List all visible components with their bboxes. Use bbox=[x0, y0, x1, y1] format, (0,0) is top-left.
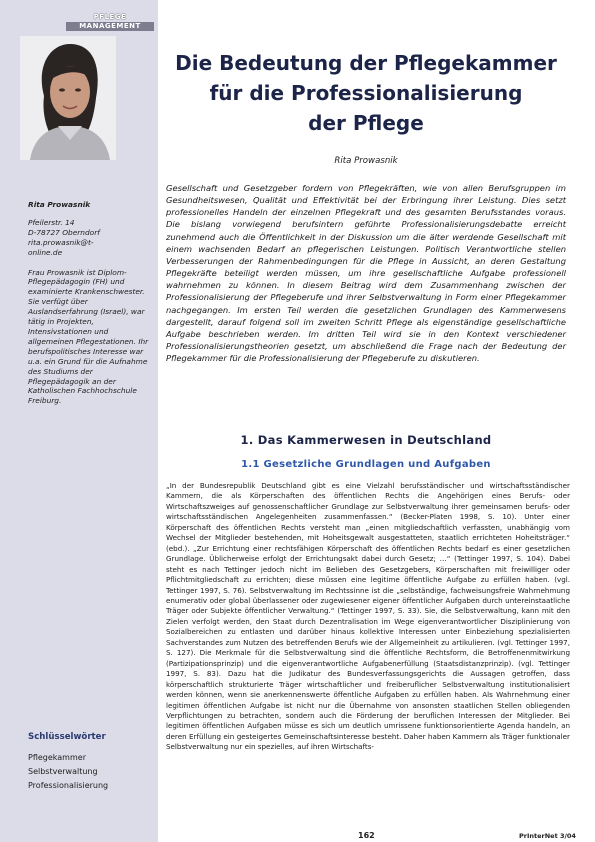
keyword-item: Professionalisierung bbox=[28, 781, 109, 790]
author-bio: Frau Prowasnik ist Diplom-Pflegepädagogin (FH) und examinierte Krankenschwester. Sie verfügt über Auslandserfahrung (Israel), war tätig in Projekten, Intensivstationen und allgemeinen Pflegestationen. Ihr berufspolitisches Interesse war u.a. ein Grund für die Aufnahme des Studiums der Pflegepädagogik an der Katholischen Fachhochschule Freiburg. bbox=[28, 267, 149, 406]
keywords-box bbox=[28, 732, 152, 793]
article-title bbox=[166, 48, 566, 138]
address-email-line-2[interactable]: online.de bbox=[28, 247, 63, 257]
title-line-3: der Pflege bbox=[308, 111, 424, 135]
author-name: Rita Prowasnik bbox=[28, 200, 91, 209]
author-info bbox=[28, 200, 152, 406]
sidebar bbox=[0, 0, 158, 842]
article-body: „In der Bundesrepublik Deutschland gibt es eine Vielzahl berufsständischer und wirtschaftsständischer Kammern, die als Körperschaften des öffentlichen Rechts die Angehörigen eines Berufs- oder Wirtschaftszweiges auf genossenschaftlicher Grundlage zur Selbstverwaltung ihrer gemeinsamen berufs- oder wirtschaftsständischen Angelegenheiten zusammenfassen.“ (Becker-Platen 1998, S. 10). Unter einer Körperschaft des öffentlichen Rechts versteht man „einen mitgliedschaftlich verfassten, unabhängig vom Wechsel der Mitglieder bestehenden, mit Hoheitsgewalt ausgestatteten, staatlich errichteten Hoheitsträger.“ (ebd.). „Zur Errichtung einer rechtsfähigen Körperschaft des öffentlichen Rechts bedarf es einer gesetzlichen Grundlage. Üblicherweise erfolgt der Errichtungsakt dabei durch Gesetz; …“ (Tettinger 1997, S. 104). Dabei steht es nach Tettinger jedoch nicht im Belieben des Gesetzgebers, Körperschaften mit freiwilliger oder Pflichtmitgliedschaft zu errichten; diese müssen eine legitime öffentliche Aufgabe zu erfüllen haben. (vgl. Tettinger 1997, S. 76). Selbstverwaltung im Rechtssinne ist die „selbständige, fachweisungsfreie Wahrnehmung enumerativ oder global überlassener oder zugewiesener eigener öffentlicher Aufgaben durch untereinstaatliche Träger oder Subjekte öffentlicher Verwaltung.“ (Tettinger 1997, S. 33). Sie, die Selbstverwaltung, kann mit den Zielen verfolgt werden, den Staat durch Dezentralisation im Wege eigenverantwortlicher Disziplinierung von Sozialbereichen zu entlasten und darüber hinaus kollektive Interessen unter Einbeziehung spezialisierten Sachverstandes zum Nutzen des betreffenden Berufs wie der Allgemeinheit zu artikulieren. (vgl. Tettinger 1997, S. 127). Die Merkmale für die Selbstverwaltung sind die öffentliche Rechtsform, die Betroffenenmitwirkung (Partizipationsprinzip) und die eigenverantwortliche Aufgabenerfüllung (Staatsdistanzprinzip). (vgl. Tettinger 1997, S. 83). Dazu hat die Judikatur des Bundesverfassungsgerichts die Aussagen getroffen, dass körperschaftlich strukturierte Träger wirtschaftlicher und freiberuflicher Selbstverwaltung institutionalisiert werden können, wenn sie anerkennenswerte öffentliche Aufgaben zu erfüllen haben. Als Wahrnehmung einer legitimen öffentlichen Aufgabe ist nicht nur die Übernahme von ansonsten staatlichen Stellen obliegenden Verpflichtungen zu betrachten, sondern auch die Förderung der beruflichen Interessen der Mitglieder. Bei legitimen öffentlichen Aufgaben müsse es sich um deutlich umrissene funktionsorientierte Agenda handeln, an deren Erfüllung ein gesteigertes Gemeinschaftsinteresse besteht. Daher haben Kammern als Träger funktionaler Selbstverwaltung nur ein spezielles, auf ihren Wirtschafts- bbox=[166, 481, 570, 752]
address-street: Pfeilerstr. 14 bbox=[28, 217, 75, 227]
section-heading: 1. Das Kammerwesen in Deutschland bbox=[240, 433, 492, 447]
keyword-item: Selbstverwaltung bbox=[28, 767, 98, 776]
page-number: 162 bbox=[358, 831, 375, 840]
journal-issue: PrInterNet 3/04 bbox=[519, 832, 576, 840]
author-portrait-image bbox=[20, 36, 116, 160]
author-photo bbox=[20, 36, 116, 160]
address-city: D-78727 Oberndorf bbox=[28, 227, 100, 237]
title-line-1: Die Bedeutung der Pflegekammer bbox=[175, 51, 557, 75]
author-address bbox=[28, 218, 152, 258]
address-email-line-1[interactable]: rita.prowasnik@t- bbox=[28, 237, 94, 247]
keywords-title: Schlüsselwörter bbox=[28, 732, 106, 742]
article-abstract: Gesellschaft und Gesetzgeber fordern von Pflegekräften, wie von allen Berufsgruppen im Gesundheitswesen, Qualität und Effektivität bei der Erbringung ihrer Leistung. Dies setzt professionelles Handeln der einzelnen Pflegekraft und des gesamten Berufsstandes voraus. Die bislang vorwiegend berufsintern geführte Professionalisierungsdebatte erreicht zunehmend auch die Öffentlichkeit in der Diskussion um die älter werdende Gesellschaft mit einem wachsenden Bedarf an pflegerischen Leistungen. Politisch Verantwortliche stellen Verbesserungen der Rahmenbedingungen für die Pflege in Aussicht, an deren Gestaltung Pflegekräfte beteiligt werden müssen, um ihre gesellschaftliche Aufgabe professionell wahrnehmen zu können. In diesem Beitrag wird dem Zusammenhang zwischen der Professionalisierung der Pflegeberufe und ihrer Selbstverwaltung in Form einer Pflegekammer nachgegangen. Im ersten Teil werden die gesetzlichen Grundlagen des Kammerwesens dargestellt, darauf folgend soll im zweiten Schritt Pflege als eigenständige gesellschaftliche Aufgabe beschrieben werden. Im dritten Teil wird sie in den Kontext verschiedener Professionalisierungstheorien gesetzt, um abschließend die Frage nach der Bedeutung der Pflegekammer für die Professionalisierung der Pflegeberufe zu diskutieren. bbox=[166, 183, 566, 364]
subsection-heading: 1.1 Gesetzliche Grundlagen und Aufgaben bbox=[241, 459, 491, 470]
article-byline: Rita Prowasnik bbox=[334, 156, 398, 166]
journal-logo bbox=[66, 13, 154, 33]
keyword-item: Pflegekammer bbox=[28, 753, 86, 762]
logo-line-1: PFLEGE bbox=[93, 13, 127, 21]
logo-line-2: MANAGEMENT bbox=[66, 22, 154, 31]
title-line-2: für die Professionalisierung bbox=[209, 81, 523, 105]
